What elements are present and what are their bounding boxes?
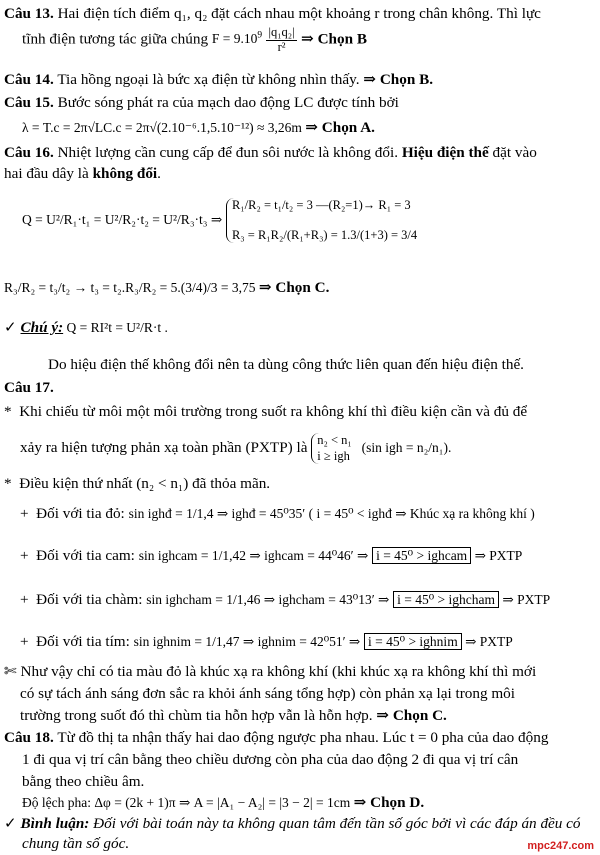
c14-answer: ⇒ Chọn B. bbox=[363, 71, 433, 88]
coulomb-formula: $F = 9.10^9$ $\frac{\text{|q₁q₂|}}{\text{r²}}$ bbox=[211, 25, 295, 54]
c14-label: Câu 14. bbox=[4, 71, 54, 88]
c17-orange: + Đối với tia cam: sin ighcam = 1/1,42 ⇒ ighcam = 44⁰46′ ⇒ i = 45⁰ > ighcam ⇒ PXTP bbox=[20, 547, 523, 564]
check-icon: ✓ bbox=[4, 815, 21, 832]
c17-violet: + Đối với tia tím: sin ighnim = 1/1,47 ⇒ ighnim = 42⁰51′ ⇒ i = 45⁰ > ighnim ⇒ PXTP bbox=[20, 633, 513, 650]
c18-review: ✓ Bình luận: Đối với bài toán này ta không quan tâm đến tần số góc bởi vì các đáp án đều có bbox=[4, 815, 581, 832]
c18-line2: 1 đi qua vị trí cân bằng theo chiều dương còn pha của dao động 2 đi qua vị trí cân bbox=[22, 751, 519, 768]
c17-bullet1: * Khi chiếu từ môi một môi trường trong suốt ra không khí thì điều kiện cần và đủ để bbox=[4, 403, 528, 420]
c16-line2: hai đầu dây là không đổi. bbox=[4, 165, 161, 182]
c18-line4: Độ lệch pha: Δφ = (2k + 1)π ⇒ A = |A₁ − A₂| = |3 − 2| = 1cm ⇒ Chọn D. bbox=[22, 794, 425, 811]
c13-line2 bbox=[22, 26, 596, 55]
c16-note: ✓ Chú ý: Q = RI²t = U²/R·t . bbox=[4, 319, 168, 336]
c15-answer: ⇒ Chọn A. bbox=[305, 119, 375, 136]
c13-text2: tĩnh điện tương tác giữa chúng bbox=[22, 30, 212, 48]
c18-label: Câu 18. bbox=[4, 729, 54, 746]
watermark: mpc247.com bbox=[527, 839, 594, 852]
c16-line1: Câu 16. Nhiệt lượng cần cung cấp để đun sôi nước là không đổi. Hiệu điện thế đặt vào bbox=[4, 144, 537, 161]
asterisk-icon: * bbox=[4, 475, 20, 492]
c16-answer: ⇒ Chọn C. bbox=[258, 279, 330, 296]
c16-system: R₁/R₂ = t₁/t₂ = 3 —(R₂=1)→ R₁ = 3 R₃ = R₁R₂/(R₁+R₃) = 1.3/(1+3) = 3/4 bbox=[226, 198, 417, 243]
wavelength-formula: λ = T.c = 2π√LC.c = 2π√(2.10⁻⁶.1,5.10⁻¹²) ≈ 3,26m bbox=[22, 120, 306, 135]
c14-line bbox=[4, 70, 596, 90]
c17-red: + Đối với tia đỏ: sin ighđ = 1/1,4 ⇒ ighđ = 45⁰35′ ( i = 45⁰ < ighđ ⇒ Khúc xạ ra không khí ) bbox=[20, 505, 535, 522]
c16-line3: R₃/R₂ = t₃/t₂ → t₃ = t₂.R₃/R₂ = 5.(3/4)/3 = 3,75 ⇒ Chọn C. bbox=[4, 279, 330, 296]
c13-label: Câu 13. bbox=[4, 5, 54, 22]
c18-review2: chung tần số góc. bbox=[22, 835, 130, 852]
c15-line1 bbox=[4, 93, 596, 113]
c17-answer: ⇒ Chọn C. bbox=[376, 707, 447, 724]
c17-conclusion3: trường trong suốt đó thì chùm tia hỗn hợp vẫn là hỗn hợp. ⇒ Chọn C. bbox=[20, 707, 447, 724]
c18-answer: ⇒ Chọn D. bbox=[353, 794, 425, 811]
c18-line1: Câu 18. Từ đồ thị ta nhận thấy hai dao động ngược pha nhau. Lúc t = 0 pha của dao động bbox=[4, 729, 549, 746]
scissors-icon: ✄ bbox=[4, 663, 21, 680]
c13-text: Hai điện tích điểm q₁, q₂ đặt cách nhau một khoảng r trong chân không. Thì lực bbox=[53, 5, 541, 22]
c13-answer: ⇒ Chọn B bbox=[301, 30, 367, 48]
c16-note-text: Do hiệu điện thế không đổi nên ta dùng công thức liên quan đến hiệu điện thế. bbox=[48, 356, 524, 373]
c15-line2 bbox=[22, 118, 596, 138]
asterisk-icon: * bbox=[4, 403, 20, 420]
c17-conclusion1: ✄ Như vậy chỉ có tia màu đỏ là khúc xạ ra không khí (khi khúc xạ ra không khí thì mới bbox=[4, 663, 537, 680]
c17-indigo: + Đối với tia chàm: sin ighcham = 1/1,46 ⇒ ighcham = 43⁰13′ ⇒ i = 45⁰ > ighcham ⇒ PXTP bbox=[20, 591, 551, 608]
c17-label: Câu 17. bbox=[4, 379, 54, 396]
c13-line1 bbox=[4, 4, 596, 24]
c18-line3: bằng theo chiều âm. bbox=[22, 773, 145, 790]
c15-label: Câu 15. bbox=[4, 94, 54, 111]
c16-heat-formula: Q = U²/R₁·t₁ = U²/R₂·t₂ = U²/R₃·t₃ ⇒ R₁/R₂ = t₁/t₂ = 3 —(R₂=1)→ R₁ = 3 R₃ = R₁R₂/(R₁+R₃) = 1.3/(1+3) = 3/4 bbox=[22, 198, 418, 242]
c16-label: Câu 16. bbox=[4, 144, 54, 161]
c14-text: Tia hồng ngoại là bức xạ điện từ không nhìn thấy. bbox=[53, 71, 364, 88]
c17-bullet2: * Điều kiện thứ nhất (n₂ < n₁) đã thỏa mãn. bbox=[4, 475, 271, 492]
check-icon: ✓ bbox=[4, 319, 21, 336]
c17-bullet1-line2: xảy ra hiện tượng phản xạ toàn phần (PXTP) là n₂ < n₁ i ≥ igh (sin igh = n₂/n₁). bbox=[20, 433, 452, 463]
c15-text: Bước sóng phát ra của mạch dao động LC được tính bởi bbox=[53, 94, 399, 111]
c17-conclusion2: có sự tách ánh sáng đơn sắc ra khỏi ánh sáng tổng hợp) còn phản xạ lại trong môi bbox=[20, 685, 515, 702]
